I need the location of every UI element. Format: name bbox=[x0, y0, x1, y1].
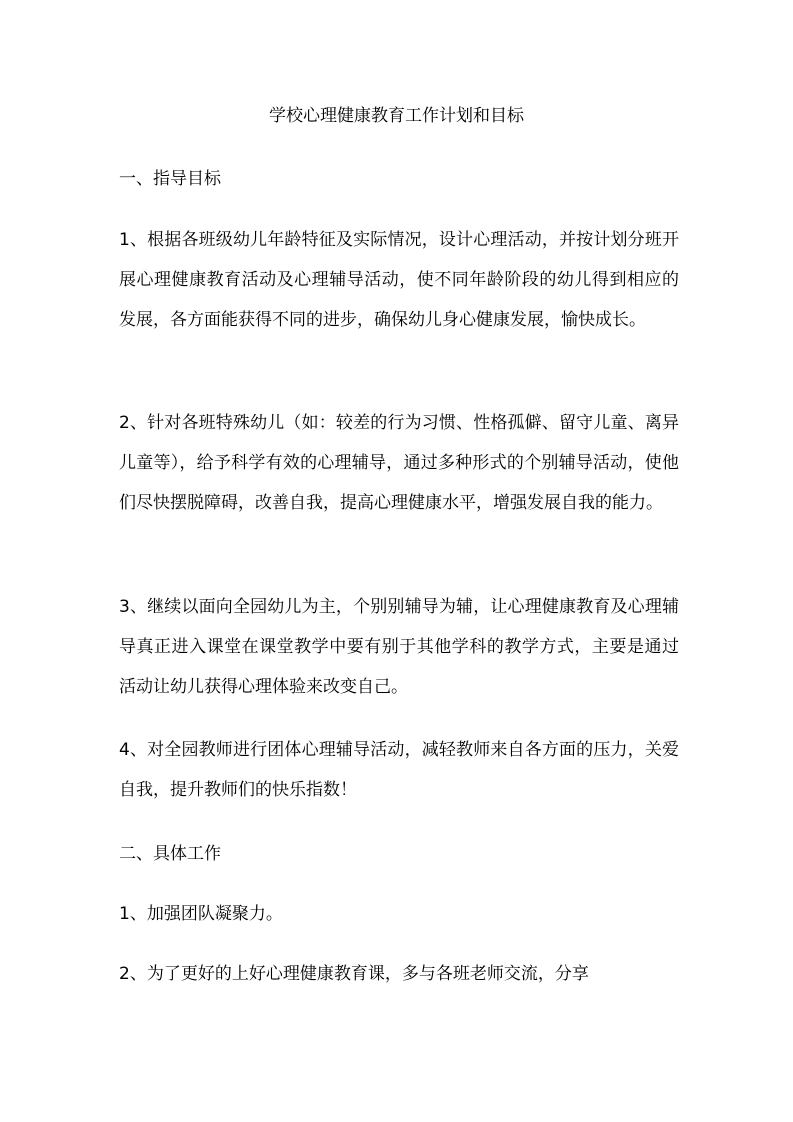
paragraph-goal-1: 1、根据各班级幼儿年龄特征及实际情况，设计心理活动，并按计划分班开展心理健康教育活动及心理辅导活动，使不同年龄阶段的幼儿得到相应的发展，各方面能获得不同的进步，确保幼儿身心健康发展，愉快成长。 bbox=[119, 230, 679, 330]
section-heading-guidance-goals: 一、指导目标 bbox=[119, 169, 221, 189]
section-heading-specific-work: 二、具体工作 bbox=[119, 844, 221, 864]
document-title: 学校心理健康教育工作计划和目标 bbox=[269, 106, 524, 126]
paragraph-goal-4: 4、对全园教师进行团体心理辅导活动，减轻教师来自各方面的压力，关爱自我，提升教师们的快乐指数！ bbox=[119, 740, 679, 800]
work-item-2: 2、为了更好的上好心理健康教育课，多与各班老师交流，分享 bbox=[119, 964, 589, 984]
work-item-1: 1、加强团队凝聚力。 bbox=[119, 904, 283, 924]
paragraph-goal-2: 2、针对各班特殊幼儿（如：较差的行为习惯、性格孤僻、留守儿童、离异儿童等），给予科学有效的心理辅导，通过多种形式的个别辅导活动，使他们尽快摆脱障碍，改善自我，提高心理健康水平，增强发展自我的能力。 bbox=[119, 413, 679, 513]
paragraph-goal-3: 3、继续以面向全园幼儿为主，个别别辅导为辅，让心理健康教育及心理辅导真正进入课堂在课堂教学中要有别于其他学科的教学方式，主要是通过活动让幼儿获得心理体验来改变自己。 bbox=[119, 597, 679, 697]
